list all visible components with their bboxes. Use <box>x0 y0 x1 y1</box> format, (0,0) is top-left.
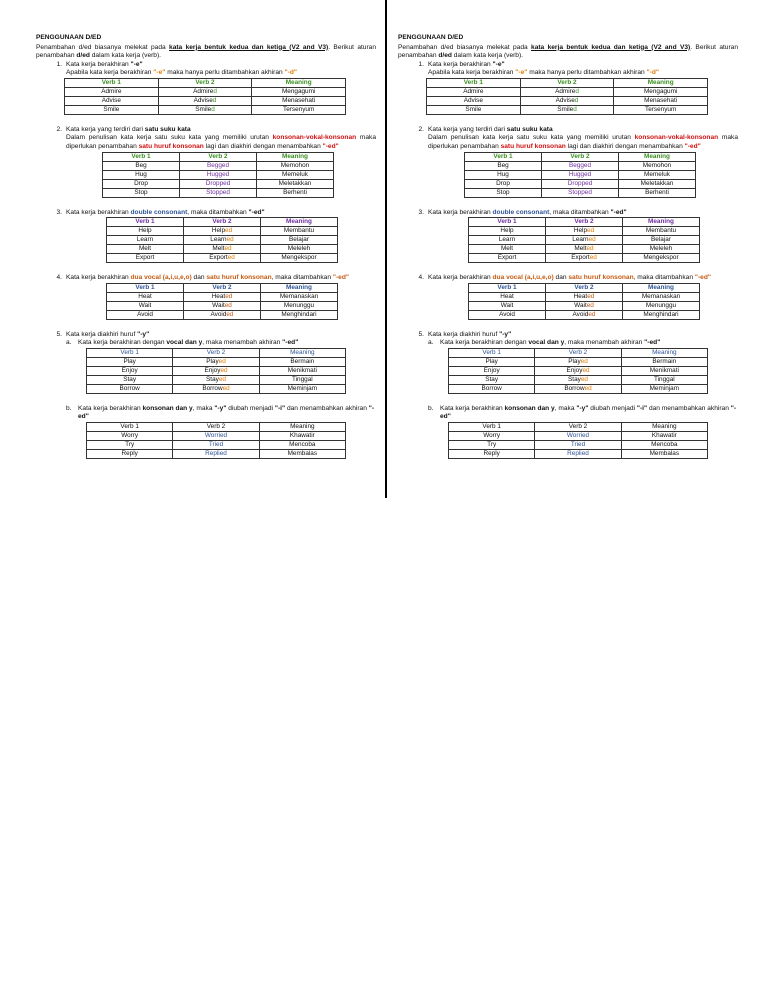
table-row: Drop Dropped Meletakkan <box>465 179 696 188</box>
table-row: Stay Stayed Tinggal <box>449 375 708 384</box>
table-row: Worry Worried Khawatir <box>87 431 346 440</box>
table-row: Wait Waited Menunggu <box>469 301 700 310</box>
section-1: 1. Kata kerja berakhiran "-e" Apabila kata kerja berakhiran "-e" maka hanya perlu ditambahkan akhiran "-d" Verb 1 Verb 2 Meaning Admire Admired Mengagumi Advise Advised Menasehati Smile Smiled Tersenyum <box>36 61 376 115</box>
table-row: Borrow Borrowed Meminjam <box>449 384 708 393</box>
section-5a-desc: a. Kata kerja berakhiran dengan vocal dan y, maka menambah akhiran "-ed" <box>428 339 661 347</box>
right-column <box>398 34 738 459</box>
table-row: Avoid Avoided Menghindari <box>469 310 700 319</box>
table-two-vowels: Verb 1 Verb 2 Meaning Heat Heated Memanaskan Wait Waited Menunggu Avoid Avoided Menghindari <box>106 283 338 320</box>
table-row: Borrow Borrowed Meminjam <box>87 384 346 393</box>
table-row: Learn Learned Belajar <box>107 236 338 245</box>
section-2-desc: Dalam penulisan kata kerja satu suku kata yang memiliki urutan konsonan-vokal-konsonan maka diperlukan penambahan satu huruf konsonan lagi dan diakhiri dengan menambahkan "-ed" <box>66 134 376 150</box>
section-5b-desc: b. Kata kerja berakhiran konsonan dan y, maka "-y" diubah menjadi "-i" dan menambahkan akhiran "-ed" <box>428 404 737 421</box>
table-row: Worry Worried Khawatir <box>449 431 708 440</box>
section-1-desc: Apabila kata kerja berakhiran "-e" maka hanya perlu ditambahkan akhiran "-d" <box>66 69 297 77</box>
table-row: Enjoy Enjoyed Menikmati <box>449 366 708 375</box>
table-row: Heat Heated Memanaskan <box>107 292 338 301</box>
section-1: 1. Kata kerja berakhiran "-e" Apabila kata kerja berakhiran "-e" maka hanya perlu ditambahkan akhiran "-d" Verb 1 Verb 2 Meaning Admire Admired Mengagumi Advise Advised Menasehati Smile Smiled Tersenyum <box>398 61 738 115</box>
column-divider <box>385 0 387 498</box>
table-row: Stay Stayed Tinggal <box>87 375 346 384</box>
table-row: Try Tried Mencoba <box>449 440 708 449</box>
table-consonant-y: Verb 1 Verb 2 Meaning Worry Worried Khawatir Try Tried Mencoba Reply Replied Membalas <box>86 422 346 459</box>
intro-paragraph: Penambahan d/ed biasanya melekat pada kata kerja bentuk kedua dan ketiga (V2 and V3). Berikut aturan penambahan d/ed dalam kata kerja (verb). <box>36 43 377 60</box>
section-4: 4. Kata kerja berakhiran dua vocal (a,i,u,e,o) dan satu huruf konsonan, maka ditambahkan "-ed" Verb 1 Verb 2 Meaning Heat Heated Memanaskan Wait Waited Menunggu Avoid Avoided Menghindari <box>56 274 349 318</box>
table-row: Melt Melted Meleleh <box>469 245 700 254</box>
section-2: 2. Kata kerja yang terdiri dari satu suku kata Dalam penulisan kata kerja satu suku kata yang memiliki urutan konsonan-vokal-konsonan maka diperlukan penambahan satu huruf konsonan lagi dan diakhiri dengan menambahkan "-ed" Verb 1 Verb 2 Meaning Beg Begged Memohon Hug Hugged Memeluk Drop Dropped Meletakkan Stop Stopped Berhenti <box>36 126 376 198</box>
intro-paragraph: Penambahan d/ed biasanya melekat pada kata kerja bentuk kedua dan ketiga (V2 and V3). Berikut aturan penambahan d/ed dalam kata kerja (verb). <box>398 43 739 60</box>
table-row: Smile Smiled Tersenyum <box>427 105 708 114</box>
table-row: Try Tried Mencoba <box>87 440 346 449</box>
section-2: 2. Kata kerja yang terdiri dari satu suku kata Dalam penulisan kata kerja satu suku kata yang memiliki urutan konsonan-vokal-konsonan maka diperlukan penambahan satu huruf konsonan lagi dan diakhiri dengan menambahkan "-ed" Verb 1 Verb 2 Meaning Beg Begged Memohon Hug Hugged Memeluk Drop Dropped Meletakkan Stop Stopped Berhenti <box>398 126 738 198</box>
table-row: Heat Heated Memanaskan <box>469 292 700 301</box>
table-row: Avoid Avoided Menghindari <box>107 310 338 319</box>
table-row: Export Exported Mengekspor <box>469 254 700 263</box>
section-2-desc: Dalam penulisan kata kerja satu suku kata yang memiliki urutan konsonan-vokal-konsonan maka diperlukan penambahan satu huruf konsonan lagi dan diakhiri dengan menambahkan "-ed" <box>428 134 738 150</box>
table-row: Admire Admired Mengagumi <box>65 87 346 96</box>
table-row: Beg Begged Memohon <box>465 161 696 170</box>
table-row: Play Played Bermain <box>87 357 346 366</box>
table-row: Beg Begged Memohon <box>103 161 334 170</box>
table-two-vowels: Verb 1 Verb 2 Meaning Heat Heated Memanaskan Wait Waited Menunggu Avoid Avoided Menghindari <box>468 283 700 320</box>
table-row: Drop Dropped Meletakkan <box>103 179 334 188</box>
left-column <box>36 34 376 459</box>
table-e-suffix: Verb 1 Verb 2 Meaning Admire Admired Mengagumi Advise Advised Menasehati Smile Smiled Tersenyum <box>426 78 708 115</box>
table-e-suffix: Verb 1 Verb 2 Meaning Admire Admired Mengagumi Advise Advised Menasehati Smile Smiled Tersenyum <box>64 78 346 115</box>
table-row: Stop Stopped Berhenti <box>103 188 334 197</box>
table-row: Reply Replied Membalas <box>449 449 708 458</box>
table-one-syllable: Verb 1 Verb 2 Meaning Beg Begged Memohon Hug Hugged Memeluk Drop Dropped Meletakkan Stop Stopped Berhenti <box>464 152 696 198</box>
page-title: PENGGUNAAN D/ED <box>36 34 102 41</box>
table-row: Export Exported Mengekspor <box>107 254 338 263</box>
section-1-desc: Apabila kata kerja berakhiran "-e" maka hanya perlu ditambahkan akhiran "-d" <box>428 69 659 77</box>
section-4: 4. Kata kerja berakhiran dua vocal (a,i,u,e,o) dan satu huruf konsonan, maka ditambahkan "-ed" Verb 1 Verb 2 Meaning Heat Heated Memanaskan Wait Waited Menunggu Avoid Avoided Menghindari <box>418 274 711 318</box>
table-row: Help Helped Membantu <box>107 227 338 236</box>
table-row: Stop Stopped Berhenti <box>465 188 696 197</box>
section-5b-desc: b. Kata kerja berakhiran konsonan dan y, maka "-y" diubah menjadi "-i" dan menambahkan akhiran "-ed" <box>66 404 375 421</box>
table-row: Wait Waited Menunggu <box>107 301 338 310</box>
table-row: Admire Admired Mengagumi <box>427 87 708 96</box>
table-row: Play Played Bermain <box>449 357 708 366</box>
table-row: Learn Learned Belajar <box>469 236 700 245</box>
table-row: Smile Smiled Tersenyum <box>65 105 346 114</box>
section-3: 3. Kata kerja berakhiran double consonant, maka ditambahkan "-ed" Verb 1 Verb 2 Meaning Help Helped Membantu Learn Learned Belajar Melt Melted Meleleh Export Exported Mengekspor <box>398 209 738 264</box>
table-row: Help Helped Membantu <box>469 227 700 236</box>
table-vowel-y: Verb 1 Verb 2 Meaning Play Played Bermain Enjoy Enjoyed Menikmati Stay Stayed Tinggal Borrow Borrowed Meminjam <box>86 348 346 394</box>
table-row: Advise Advised Menasehati <box>427 96 708 105</box>
table-row: Hug Hugged Memeluk <box>103 170 334 179</box>
page-title: PENGGUNAAN D/ED <box>398 34 464 41</box>
table-row: Reply Replied Membalas <box>87 449 346 458</box>
table-row: Hug Hugged Memeluk <box>465 170 696 179</box>
table-double-consonant: Verb 1 Verb 2 Meaning Help Helped Membantu Learn Learned Belajar Melt Melted Meleleh Export Exported Mengekspor <box>106 217 338 263</box>
table-one-syllable: Verb 1 Verb 2 Meaning Beg Begged Memohon Hug Hugged Memeluk Drop Dropped Meletakkan Stop Stopped Berhenti <box>102 152 334 198</box>
table-vowel-y: Verb 1 Verb 2 Meaning Play Played Bermain Enjoy Enjoyed Menikmati Stay Stayed Tinggal Borrow Borrowed Meminjam <box>448 348 708 394</box>
section-3: 3. Kata kerja berakhiran double consonant, maka ditambahkan "-ed" Verb 1 Verb 2 Meaning Help Helped Membantu Learn Learned Belajar Melt Melted Meleleh Export Exported Mengekspor <box>36 209 376 264</box>
table-double-consonant: Verb 1 Verb 2 Meaning Help Helped Membantu Learn Learned Belajar Melt Melted Meleleh Export Exported Mengekspor <box>468 217 700 263</box>
table-consonant-y: Verb 1 Verb 2 Meaning Worry Worried Khawatir Try Tried Mencoba Reply Replied Membalas <box>448 422 708 459</box>
table-row: Enjoy Enjoyed Menikmati <box>87 366 346 375</box>
table-row: Advise Advised Menasehati <box>65 96 346 105</box>
section-5: 5. Kata kerja diakhiri huruf "-y" a. Kata kerja berakhiran dengan vocal dan y, maka menambah akhiran "-ed" Verb 1 Verb 2 Meaning Play Played Bermain Enjoy Enjoyed Menikmati Stay Stayed Tinggal Borrow Borrowed Meminjam b. Kata kerja berakhiran konsonan dan y, maka "-y" diubah menjadi "-i" dan menambahkan akhiran "-ed" Verb 1 Verb 2 Meaning Worry Worried Khawatir Try Tried Mencoba Reply Replied Membalas <box>36 331 376 459</box>
section-5a-desc: a. Kata kerja berakhiran dengan vocal dan y, maka menambah akhiran "-ed" <box>66 339 299 347</box>
section-5: 5. Kata kerja diakhiri huruf "-y" a. Kata kerja berakhiran dengan vocal dan y, maka menambah akhiran "-ed" Verb 1 Verb 2 Meaning Play Played Bermain Enjoy Enjoyed Menikmati Stay Stayed Tinggal Borrow Borrowed Meminjam b. Kata kerja berakhiran konsonan dan y, maka "-y" diubah menjadi "-i" dan menambahkan akhiran "-ed" Verb 1 Verb 2 Meaning Worry Worried Khawatir Try Tried Mencoba Reply Replied Membalas <box>398 331 738 459</box>
table-row: Melt Melted Meleleh <box>107 245 338 254</box>
